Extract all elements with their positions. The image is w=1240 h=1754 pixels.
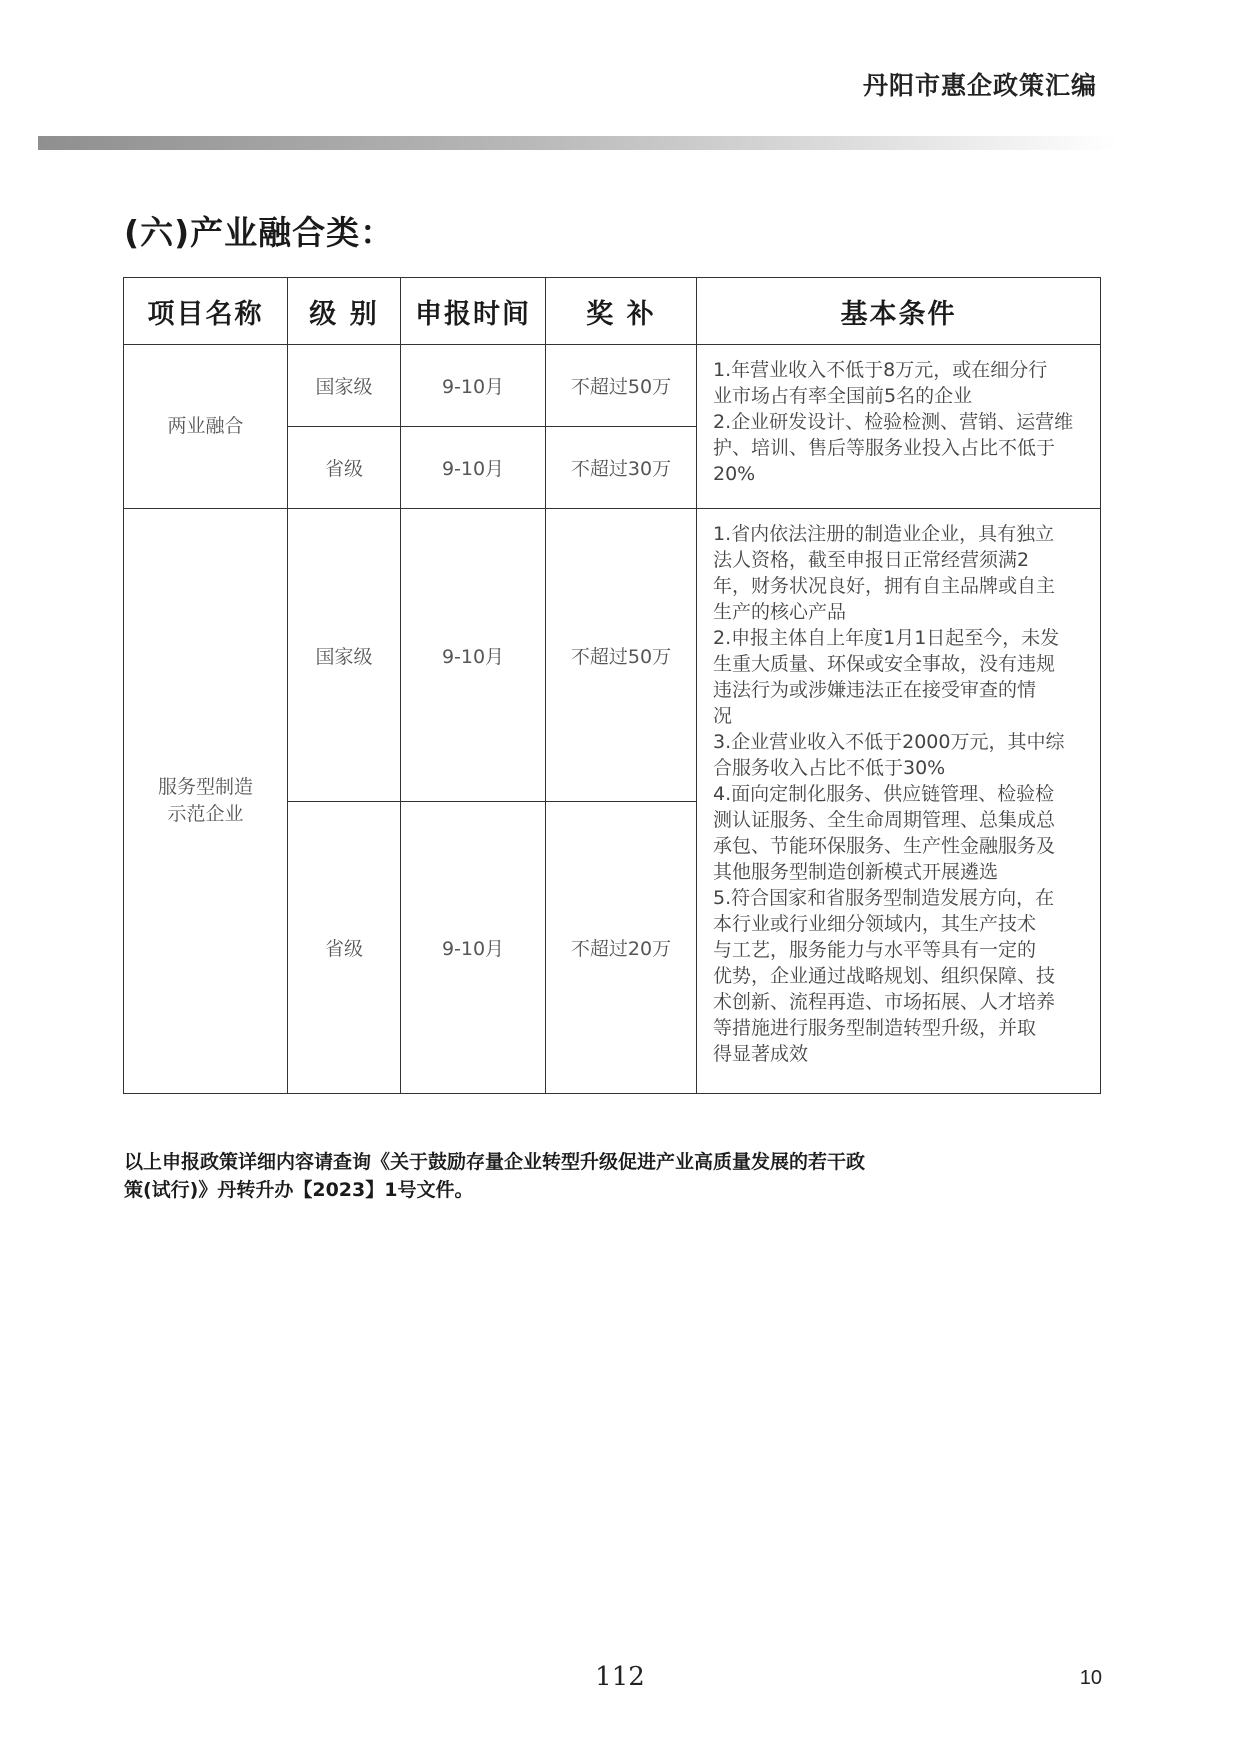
condition-line: 术创新、流程再造、市场拓展、人才培养 (713, 991, 1056, 1013)
apply-time-cell: 9-10月 (401, 802, 546, 1094)
section-title: (六)产业融合类： (124, 213, 395, 252)
header-level: 级 别 (288, 278, 401, 345)
condition-line: 等措施进行服务型制造转型升级，并取 (713, 1017, 1037, 1039)
project-name-cell (124, 345, 288, 509)
condition-line: 年，财务状况良好，拥有自主品牌或自主 (713, 575, 1056, 597)
condition-line: 得显著成效 (713, 1043, 809, 1065)
condition-line: 承包、节能环保服务、生产性金融服务及 (713, 835, 1056, 857)
project-name: 两业融合 (167, 415, 244, 437)
header-project-name: 项目名称 (124, 278, 288, 345)
document-header-title: 丹阳市惠企政策汇编 (862, 71, 1097, 100)
level-cell: 省级 (288, 802, 401, 1094)
table-header-row (124, 278, 1101, 345)
condition-line: 况 (713, 705, 733, 727)
page-number: 112 (595, 1662, 645, 1692)
condition-line: 2.申报主体自上年度1月1日起至今，未发 (713, 627, 1060, 649)
header-apply-time: 申报时间 (401, 278, 546, 345)
header-reward: 奖 补 (546, 278, 697, 345)
reward-cell: 不超过20万 (546, 802, 697, 1094)
condition-line: 违法行为或涉嫌违法正在接受审查的情 (713, 679, 1037, 701)
condition-line: 4.面向定制化服务、供应链管理、检验检 (713, 783, 1055, 805)
header-divider-bar (38, 136, 1118, 150)
condition-line: 与工艺，服务能力与水平等具有一定的 (713, 939, 1037, 961)
condition-line: 护、培训、售后等服务业投入占比不低于 (713, 437, 1056, 459)
corner-page-number: 10 (1079, 1667, 1102, 1689)
level-cell: 国家级 (288, 345, 401, 427)
condition-line: 5.符合国家和省服务型制造发展方向，在 (713, 887, 1055, 909)
condition-line: 合服务收入占比不低于30% (713, 757, 946, 779)
table-row (124, 509, 1101, 802)
apply-time-cell: 9-10月 (401, 427, 546, 509)
level-cell: 国家级 (288, 509, 401, 802)
project-name-line: 服务型制造 (157, 776, 253, 798)
condition-line: 3.企业营业收入不低于2000万元，其中综 (713, 731, 1065, 753)
policy-table (123, 277, 1101, 1094)
footnote (124, 1148, 1004, 1204)
conditions-cell (697, 509, 1101, 1094)
reward-cell: 不超过30万 (546, 427, 697, 509)
condition-line: 生产的核心产品 (713, 601, 847, 623)
footnote-line: 策(试行)》丹转升办【2023】1号文件。 (124, 1179, 474, 1201)
apply-time-cell: 9-10月 (401, 345, 546, 427)
condition-line: 优势，企业通过战略规划、组织保障、技 (713, 965, 1056, 987)
apply-time-cell: 9-10月 (401, 509, 546, 802)
condition-line: 1.省内依法注册的制造业企业，具有独立 (713, 523, 1055, 545)
condition-line: 本行业或行业细分领域内，其生产技术 (713, 913, 1037, 935)
condition-line: 2.企业研发设计、检验检测、营销、运营维 (713, 411, 1074, 433)
condition-line: 其他服务型制造创新模式开展遴选 (713, 861, 999, 883)
project-name-cell (124, 509, 288, 1094)
condition-line: 1.年营业收入不低于8万元，或在细分行 (713, 359, 1048, 381)
condition-line: 测认证服务、全生命周期管理、总集成总 (713, 809, 1056, 831)
table-row (124, 345, 1101, 427)
condition-line: 法人资格，截至申报日正常经营须满2 (713, 549, 1030, 571)
project-name-line: 示范企业 (167, 803, 244, 825)
footnote-line: 以上申报政策详细内容请查询《关于鼓励存量企业转型升级促进产业高质量发展的若干政 (124, 1151, 866, 1173)
header-conditions: 基本条件 (697, 278, 1101, 345)
level-cell: 省级 (288, 427, 401, 509)
reward-cell: 不超过50万 (546, 509, 697, 802)
reward-cell: 不超过50万 (546, 345, 697, 427)
conditions-cell (697, 345, 1101, 509)
condition-line: 业市场占有率全国前5名的企业 (713, 385, 973, 407)
condition-line: 20% (713, 463, 756, 485)
condition-line: 生重大质量、环保或安全事故，没有违规 (713, 653, 1056, 675)
